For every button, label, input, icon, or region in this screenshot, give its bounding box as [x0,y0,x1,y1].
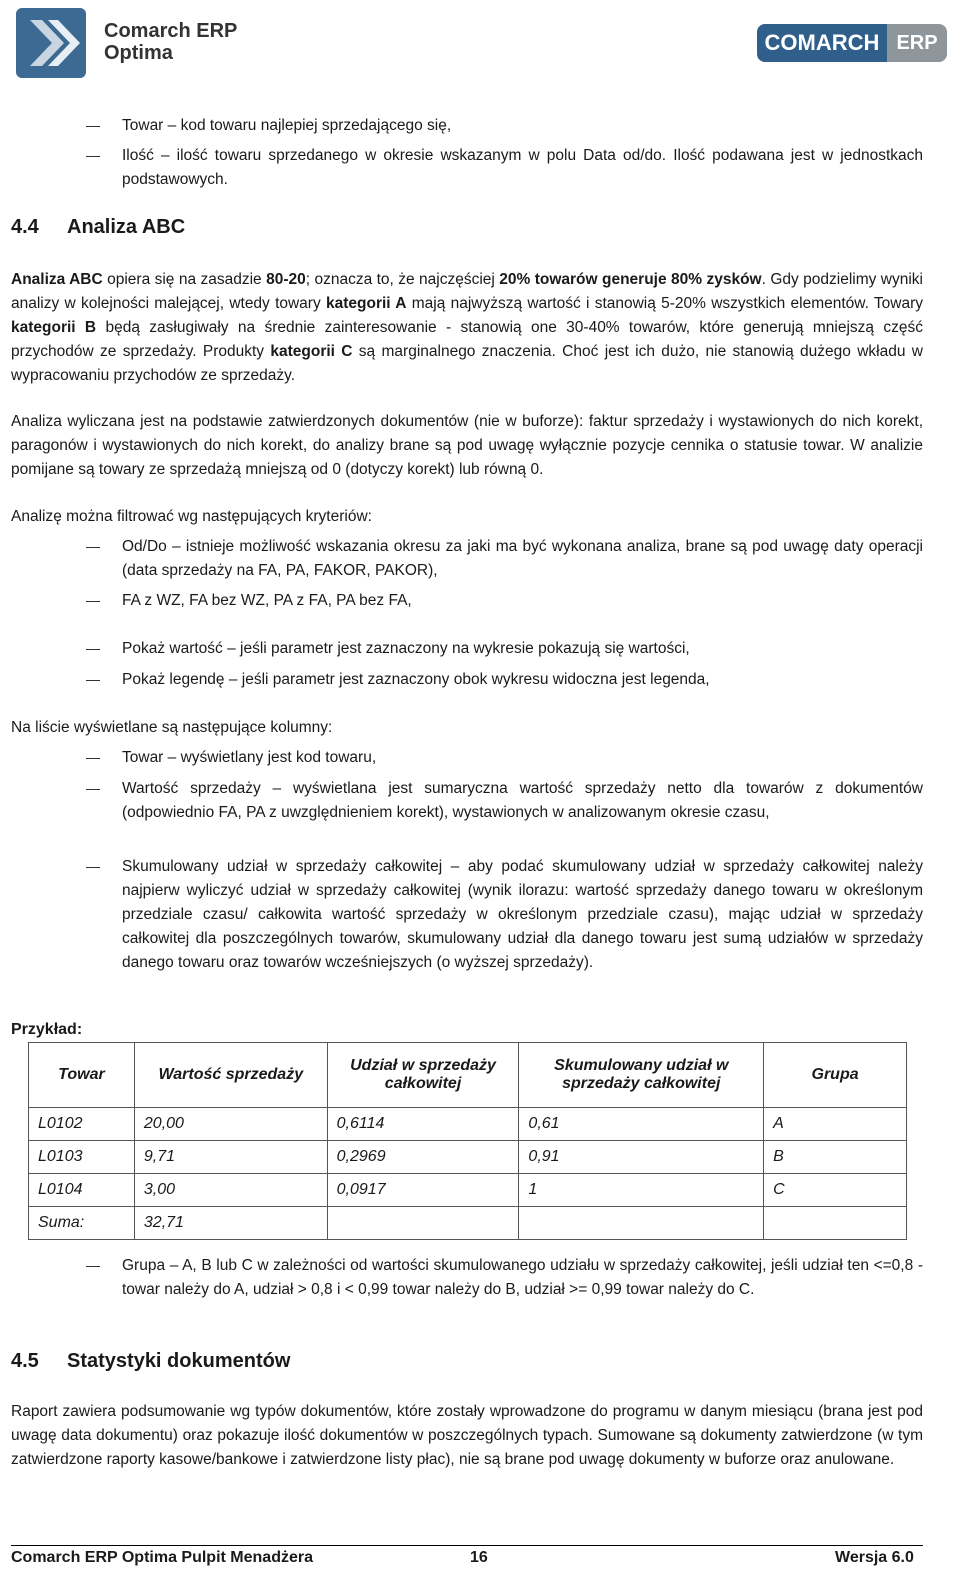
table-row [29,1108,907,1141]
comarch-logo-text: COMARCH [757,24,887,62]
table-header-row [29,1043,907,1108]
table-cell [519,1207,764,1240]
left-logo-line1: Comarch ERP [104,20,238,42]
table-cell [764,1207,907,1240]
paragraph-filter-intro: Analizę można filtrować wg następujących kryteriów: [11,508,372,525]
table-row [29,1141,907,1174]
text: są marginalnego znaczenia. Choć jest ich dużo, nie stanowią dużego wkładu w wypracowaniu przychodów ze sprzedaży. [11,343,923,384]
list-item: Grupa – A, B lub C w zależności od wartości skumulowanego udziału w sprzedaży całkowitej, jeśli udział ten <=0,8 - towar należy do A, udział > 0,8 i < 0,99 towar należy do B, udział >= 0,99 towar należy do C. [122,1257,923,1298]
section-heading-4-4 [11,216,185,239]
bold-text: kategorii A [325,295,407,312]
table-cell: L0102 [29,1108,135,1141]
table-row-sum [29,1207,907,1240]
text: opiera się na zasadzie [102,271,267,288]
left-logo-text [104,20,237,64]
text: ; oznacza to, że najczęściej [305,271,500,288]
bold-text: kategorii B [11,319,97,336]
table-cell: 0,91 [519,1141,764,1174]
text: będą zasługiwały na średnie zainteresowanie - stanowią one 30-40% towarów, które generują mniejszą część przychodów ze sprzedaży. Produkty [11,319,923,360]
bold-text: 20% towarów generuje 80% zysków [499,271,762,288]
table-header-cell: Grupa [764,1043,907,1108]
table-header-cell: Towar [29,1043,135,1108]
left-logo-line2: Optima [104,42,173,64]
bullet-dash-icon [86,156,100,157]
table-cell: L0104 [29,1174,135,1207]
table-header-cell: Skumulowany udział w sprzedaży całkowitej [519,1043,764,1108]
table-cell: A [764,1108,907,1141]
list-item: Towar – wyświetlany jest kod towaru, [122,749,377,766]
table-cell: L0103 [29,1141,135,1174]
section-heading-4-5 [11,1350,290,1373]
bullet-dash-icon [86,1266,100,1267]
footer-version: Wersja 6.0 [835,1549,914,1566]
section-title: Statystyki dokumentów [67,1350,291,1372]
text: mają najwyższą wartość i stanowią 5-20% wszystkich elementów. Towary [406,295,923,312]
section-title: Analiza ABC [67,216,186,238]
bullet-dash-icon [86,789,100,790]
list-item: Towar – kod towaru najlepiej sprzedającego się, [122,117,452,134]
table-cell: 20,00 [134,1108,327,1141]
table-cell: 0,2969 [327,1141,519,1174]
bullet-dash-icon [86,680,100,681]
list-item: Pokaż legendę – jeśli parametr jest zaznaczony obok wykresu widoczna jest legenda, [122,671,710,688]
table-cell [327,1207,519,1240]
table-cell: 1 [519,1174,764,1207]
bullet-dash-icon [86,601,100,602]
section-number: 4.4 [11,216,39,238]
table-row [29,1174,907,1207]
paragraph-document-stats: Raport zawiera podsumowanie wg typów dokumentów, które zostały wprowadzone do programu w danym miesiącu (brana jest pod uwagę data dokumentu) oraz pokazuje ilość dokumentów w poszczególnych typach. Sumowane są dokumenty zatwierdzone (w tym zatwierdzone raporty kasowe/bankowe i zatwierdzone listy płac), nie są brane pod uwagę dokumenty w buforze oraz anulowane. [11,1403,923,1468]
table-cell: 0,0917 [327,1174,519,1207]
table-cell: 0,61 [519,1108,764,1141]
table-cell: B [764,1141,907,1174]
text: . Gdy podzielimy wyniki analizy w kolejności malejącej, wtedy towary [11,271,923,312]
abc-example-table [28,1042,907,1240]
table-cell: C [764,1174,907,1207]
list-item: Ilość – ilość towaru sprzedanego w okresie wskazanym w polu Data od/do. Ilość podawana jest w jednostkach podstawowych. [122,147,923,188]
bullet-dash-icon [86,547,100,548]
list-item: Skumulowany udział w sprzedaży całkowitej – aby podać skumulowany udział w sprzedaży całkowitej należy najpierw wyliczyć udział w sprzedaży całkowitej (wynik ilorazu: wartość sprzedaży danego towaru w określonym przedziale czasu/ całkowita wartość sprzedaży w określonym przedziale czasu), mając udział w sprzedaży całkowitej dla poszczególnych towarów, skumulowany udział dla danego towaru jest sumą udziałów w sprzedaży danego towaru oraz towarów wcześniejszych (o wyższej sprzedaży). [122,858,923,971]
bullet-dash-icon [86,867,100,868]
bold-text: Analiza ABC [11,271,103,288]
erp-logo-text: ERP [887,24,947,62]
footer-divider [11,1545,923,1546]
footer-title: Comarch ERP Optima Pulpit Menadżera [11,1549,313,1566]
bold-text: 80-20 [266,271,306,288]
bullet-dash-icon [86,126,100,127]
paragraph-calculation-basis: Analiza wyliczana jest na podstawie zatwierdzonych dokumentów (nie w buforze): faktur sprzedaży i wystawionych do nich korekt, paragonów i wystawionych do nich korekt, do analizy brane są pod uwagę wyłącznie pozycje cennika o statusie towar. W analizie pomijane są towary ze sprzedażą mniejszą od 0 (dotyczy korekt) lub równą 0. [11,413,923,478]
list-item: Wartość sprzedaży – wyświetlana jest sumaryczna wartość sprzedaży netto dla towarów z dokumentów (odpowiednio FA, PA z uwzględnieniem korekt), wystawionych w analizowanym okresie czasu, [122,780,923,821]
page-number: 16 [470,1549,488,1566]
table-cell: 3,00 [134,1174,327,1207]
bold-text: kategorii C [270,343,353,360]
comarch-optima-logo-icon [16,8,86,78]
table-header-cell: Udział w sprzedaży całkowitej [327,1043,519,1108]
section-number: 4.5 [11,1350,39,1372]
paragraph-abc-intro [11,268,923,388]
table-cell: 0,6114 [327,1108,519,1141]
list-item: Od/Do – istnieje możliwość wskazania okresu za jaki ma być wykonana analiza, brane są pod uwagę daty operacji (data sprzedaży na FA, PA, FAKOR, PAKOR), [122,538,923,579]
table-cell: 9,71 [134,1141,327,1174]
example-label: Przykład: [11,1021,83,1038]
table-cell: 32,71 [134,1207,327,1240]
table-header-cell: Wartość sprzedaży [134,1043,327,1108]
comarch-erp-logo [757,24,947,62]
table-cell: Suma: [29,1207,135,1240]
bullet-dash-icon [86,649,100,650]
paragraph-columns-intro: Na liście wyświetlane są następujące kolumny: [11,719,333,736]
list-item: FA z WZ, FA bez WZ, PA z FA, PA bez FA, [122,592,412,609]
bullet-dash-icon [86,758,100,759]
list-item: Pokaż wartość – jeśli parametr jest zaznaczony na wykresie pokazują się wartości, [122,640,690,657]
